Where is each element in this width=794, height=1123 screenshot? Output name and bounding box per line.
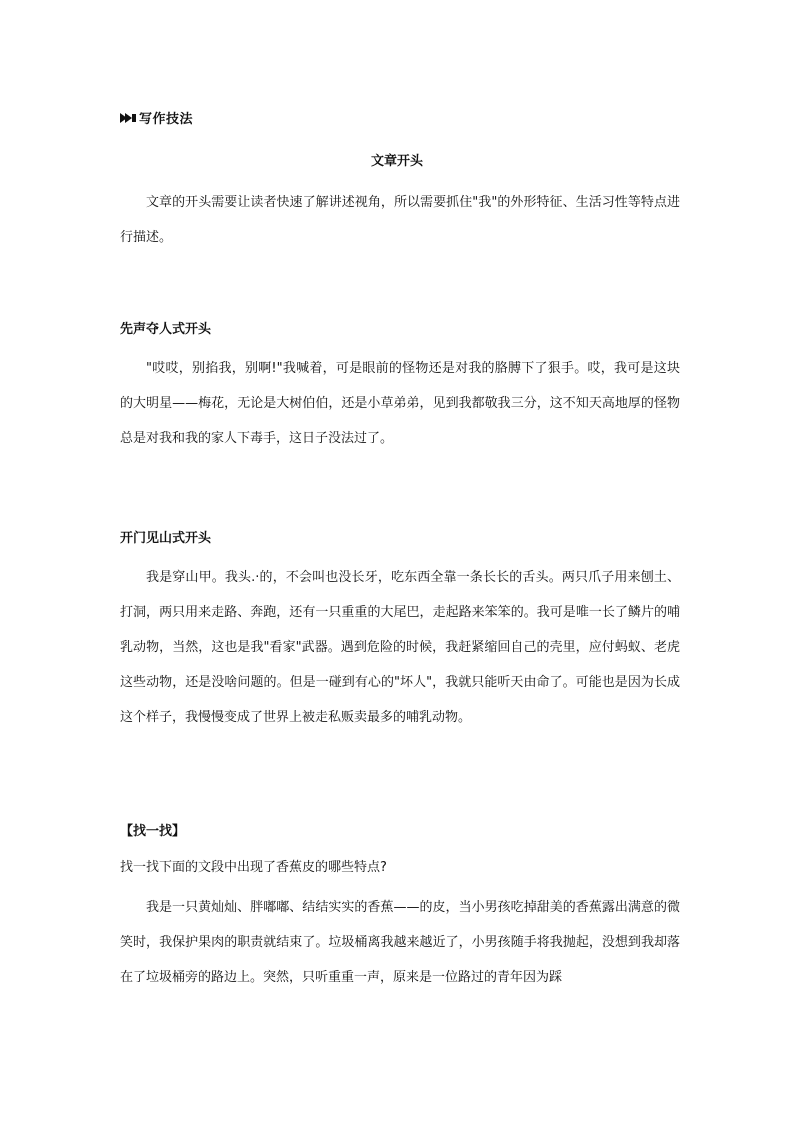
section-heading-2: 开门见山式开头 [120,531,212,546]
section-heading-1: 先声夺人式开头 [120,322,212,337]
section-header-label: 写作技法 [139,112,194,127]
exercise-question: 找一找下面的文段中出现了香蕉皮的哪些特点? [120,860,387,875]
page-title: 文章开头 [370,154,423,169]
section-body-2: 我是穿山甲。我头.·的，不会叫也没长牙，吃东西全靠一条长长的舌头。两只爪子用来刨土、打洞，两只用来走路、奔跑，还有一只重重的大尾巴，走起路来笨笨的。我可是唯一长了鳞片的哺乳动物，当然，这也是我"看家"武器。遇到危险的时候，我赶紧缩回自己的壳里，应付蚂蚁、老虎这些动物，还是没啥问题的。但是一碰到有心的"坏人"，我就只能听天由命了。可能也是因为长成这个样子，我慢慢变成了世界上被走私贩卖最多的哺乳动物。 [120,570,680,725]
exercise-body: 我是一只黄灿灿、胖嘟嘟、结结实实的香蕉——的皮，当小男孩吃掉甜美的香蕉露出满意的微笑时，我保护果肉的职责就结束了。垃圾桶离我越来越近了，小男孩随手将我抛起，没想到我却落在了垃圾桶旁的路边上。突然，只听重重一声，原来是一位路过的青年因为踩 [120,900,680,985]
section-header [120,108,193,127]
double-arrow-icon [120,112,138,124]
exercise-heading: 【找一找】 [120,824,186,839]
section-body-1: "哎哎，别掐我，别啊!"我喊着，可是眼前的怪物还是对我的胳膊下了狠手。哎，我可是这块的大明星——梅花，无论是大树伯伯，还是小草弟弟，见到我都敬我三分，这不知天高地厚的怪物总是对我和我的家人下毒手，这日子没法过了。 [120,361,680,446]
intro-paragraph: 文章的开头需要让读者快速了解讲述视角，所以需要抓住"我"的外形特征、生活习性等特点进行描述。 [120,195,680,245]
